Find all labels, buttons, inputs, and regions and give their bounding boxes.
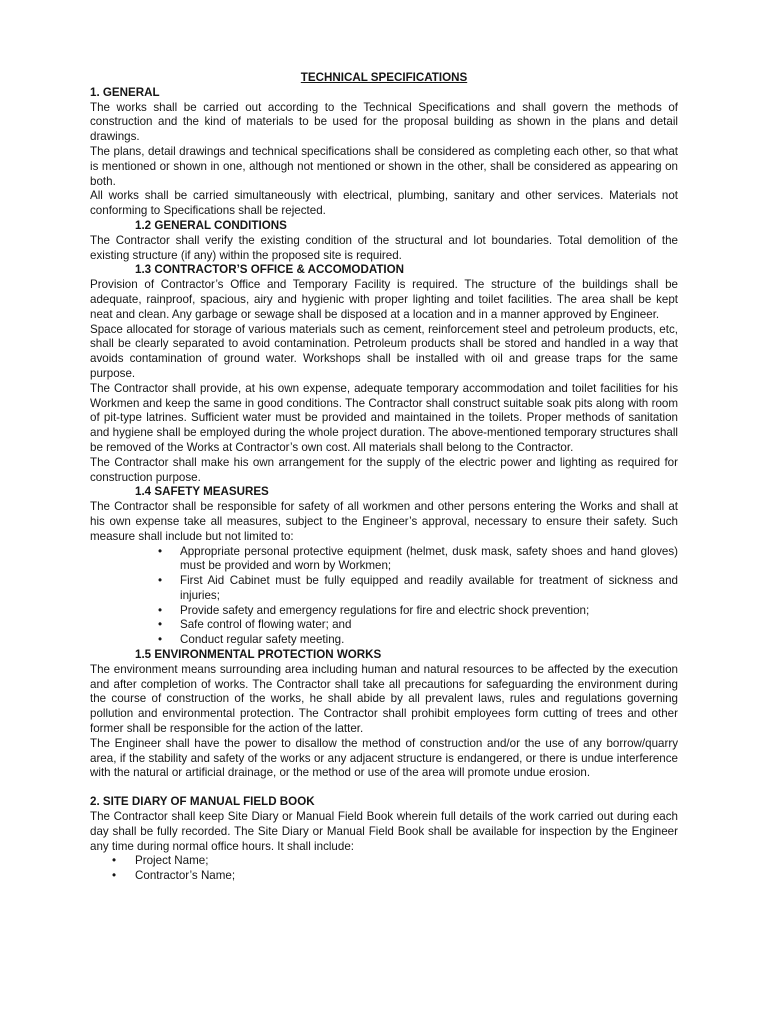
office-paragraph-3: The Contractor shall provide, at his own expense, adequate temporary accommodation and toilet facilities for his Workmen and keep the same in good conditions. The Contractor shall construct suitable soak pits along with room of pit-type latrines. Sufficient water must be provided and maintained in the toilets. Proper methods of sanitation and hygiene shall be employed during the whole project duration. The above-mentioned temporary structures shall be removed of the Works at Contractor’s own cost. All materials shall belong to the Contractor. <box>90 381 678 454</box>
section-2-heading: 2. SITE DIARY OF MANUAL FIELD BOOK <box>90 795 315 809</box>
general-paragraph-3: All works shall be carried simultaneously with electrical, plumbing, sanitary and other services. Materials not conforming to Specifications shall be rejected. <box>90 189 678 218</box>
section-1-heading: 1. GENERAL <box>90 85 160 99</box>
office-paragraph-1: Provision of Contractor’s Office and Temporary Facility is required. The structure of the buildings shall be adequate, rainproof, spacious, airy and hygienic with proper lighting and toilet facilities. The area shall be kept neat and clean. Any garbage or sewage shall be disposed at a location and in a manner approved by Engineer. <box>90 278 678 321</box>
document-title: TECHNICAL SPECIFICATIONS <box>300 71 468 84</box>
site-diary-paragraph: The Contractor shall keep Site Diary or Manual Field Book wherein full details of the work carried out during each day shall be fully recorded. The Site Diary or Manual Field Book shall be available for inspection by the Engineer any time during normal office hours. It shall include: <box>90 810 678 853</box>
list-item: • Safe control of flowing water; and <box>90 618 678 633</box>
section-1-2-heading: 1.2 GENERAL CONDITIONS <box>135 218 287 232</box>
safety-paragraph: The Contractor shall be responsible for safety of all workmen and other persons entering the Works and shall at his own expense take all measures, subject to the Engineer’s approval, necessary to ensure their safety. Such measure shall include but not limited to: <box>90 500 678 543</box>
list-item: • Conduct regular safety meeting. <box>90 633 678 648</box>
site-diary-list <box>90 854 678 884</box>
office-paragraph-4: The Contractor shall make his own arrangement for the supply of the electric power and lighting as required for construction purpose. <box>90 455 678 484</box>
list-item: • First Aid Cabinet must be fully equipped and readily available for treatment of sickness and injuries; <box>90 574 678 604</box>
safety-measures-list <box>90 545 678 649</box>
section-spacer <box>90 781 678 795</box>
office-paragraph-2: Space allocated for storage of various materials such as cement, reinforcement steel and petroleum products, etc, shall be clearly separated to avoid contamination. Petroleum products shall be stored and handled in a way that avoids contamination of ground water. Workshops shall be installed with oil and grease traps for the same purpose. <box>90 322 678 380</box>
environment-paragraph-1: The environment means surrounding area including human and natural resources to be affected by the execution and after completion of works. The Contractor shall take all precautions for safeguarding the environment during the course of construction of the works, he shall abide by all prevalent laws, rules and regulations governing pollution and environmental protection. The Contractor shall prohibit employees form cutting of trees and other former shall be responsible for the action of the latter. <box>90 662 678 736</box>
list-item: • Appropriate personal protective equipment (helmet, dusk mask, safety shoes and hand gloves) must be provided and worn by Workmen; <box>90 545 678 575</box>
list-item: • Project Name; <box>90 854 678 869</box>
list-item: • Contractor’s Name; <box>90 869 678 884</box>
section-1-3-heading: 1.3 CONTRACTOR’S OFFICE & ACCOMODATION <box>135 263 405 277</box>
list-item: • Provide safety and emergency regulations for fire and electric shock prevention; <box>90 604 678 619</box>
general-conditions-paragraph: The Contractor shall verify the existing condition of the structural and lot boundaries. Total demolition of the existing structure (if any) within the proposed site is required. <box>90 233 678 262</box>
environment-paragraph-2: The Engineer shall have the power to disallow the method of construction and/or the use of any borrow/quarry area, if the stability and safety of the works or any adjacent structure is endangered, or there is undue interference with the natural or artificial drainage, or the method or use of the area will promote undue erosion. <box>90 736 678 780</box>
section-1-5-heading: 1.5 ENVIRONMENTAL PROTECTION WORKS <box>135 648 382 662</box>
section-1-4-heading: 1.4 SAFETY MEASURES <box>135 485 269 499</box>
general-paragraph-1: The works shall be carried out according to the Technical Specifications and shall govern the methods of construction and the kind of materials to be used for the proposal building as shown in the plans and detail drawings. <box>90 100 678 144</box>
general-paragraph-2: The plans, detail drawings and technical specifications shall be considered as completing each other, so that what is mentioned or shown in one, although not mentioned or shown in the other, shall be considered as appearing on both. <box>90 144 678 188</box>
